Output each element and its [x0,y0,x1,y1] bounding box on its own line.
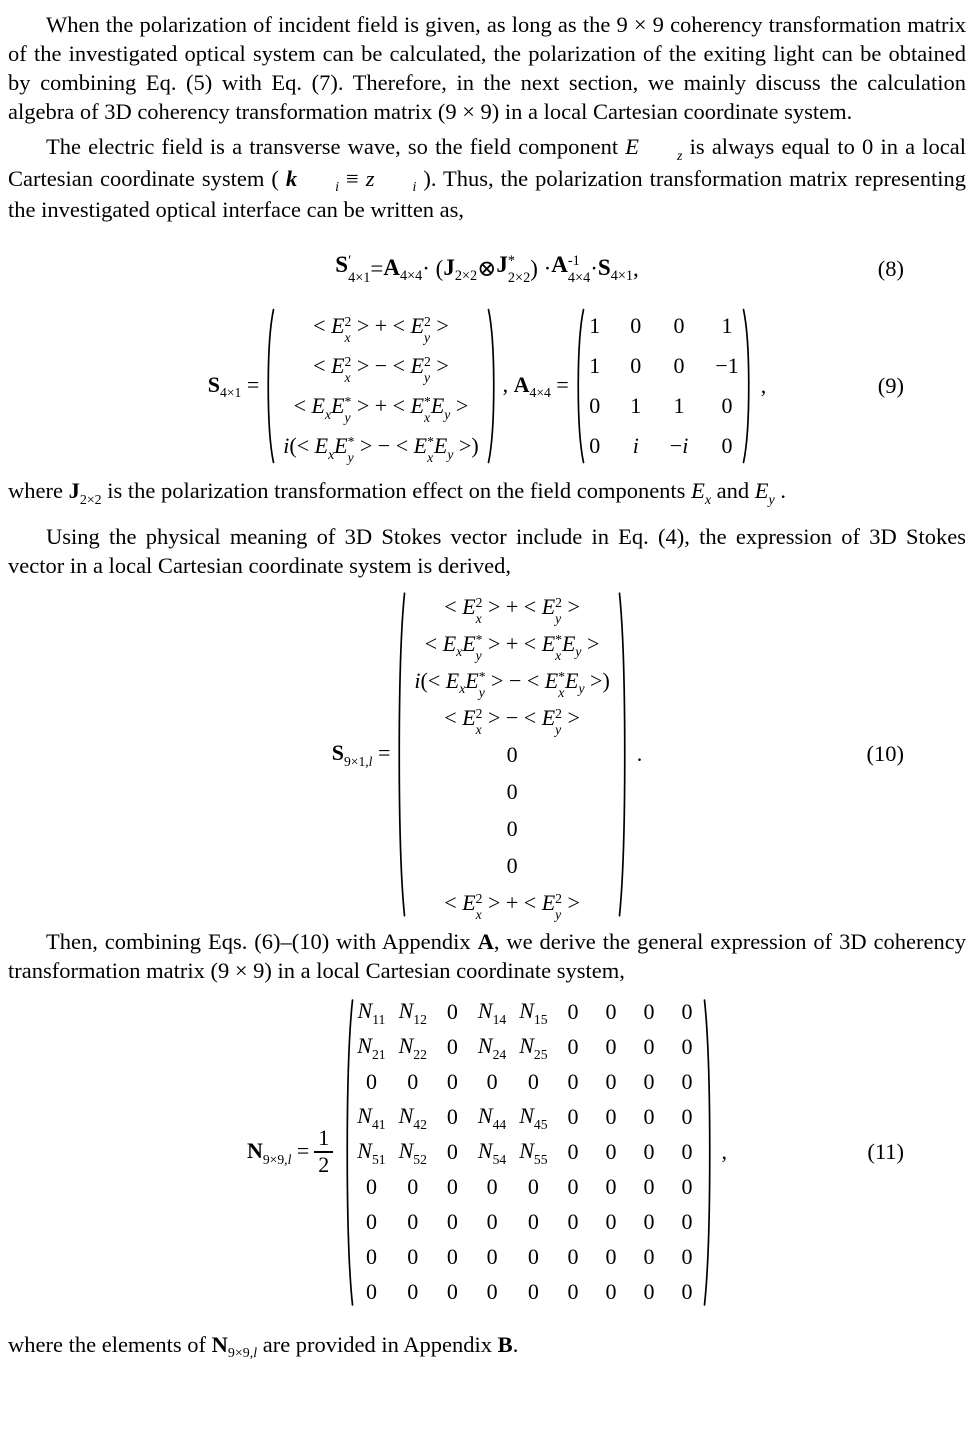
matrix-cell: N45 [519,1103,548,1132]
matrix-cell: 1 [721,313,733,339]
vector-row: 0 [506,778,518,804]
paragraph-then-combining: Then, combining Eqs. (6)–(10) with Appendix A, we derive the general expression of 3D coherency transformation matrix (9 × 9) in a local Cartesian coordinate system, [8,928,966,983]
matrix-cell: 0 [486,1279,498,1305]
matrix-n-9x9 [341,995,715,1310]
matrix-cell: 0 [527,1174,539,1200]
stokes-vector-9x1 [393,588,630,921]
matrix-cell: 0 [673,313,685,339]
vector-row: 0 [506,852,518,878]
matrix-cell: 0 [446,1174,458,1200]
matrix-cell: 0 [589,393,601,419]
matrix-cell: 0 [527,1279,539,1305]
matrix-cell: N55 [519,1138,548,1167]
matrix-cell: 0 [567,1104,579,1130]
matrix-cell: 0 [643,1174,655,1200]
matrix-cell: N11 [357,998,386,1027]
vector-row: < E 2 x > + < E 2 y > [444,889,580,922]
vector-row: i(< ExE * y > − < E * x Ey >) [283,433,479,466]
fraction-denominator: 2 [314,1151,333,1178]
vector-row: < ExE * y > + < E * x Ey > [424,630,600,663]
left-paren-icon [342,997,354,1308]
matrix-cell: N42 [398,1103,427,1132]
matrix-cell: 0 [407,1069,419,1095]
matrix-cell: 0 [605,1279,617,1305]
equation-10-number: (10) [866,741,904,767]
matrix-cell: 0 [643,1279,655,1305]
matrix-cell: 0 [567,1174,579,1200]
matrix-cell: 0 [365,1244,377,1270]
vector-row: < E 2 x > − < E 2 y > [313,353,449,386]
matrix-cell: 0 [486,1244,498,1270]
equation-8 [8,240,966,298]
matrix-cell: 0 [681,1034,693,1060]
matrix-cell: N54 [477,1138,507,1167]
matrix-a-4x4 [572,306,755,466]
matrix-cell: 0 [446,999,458,1025]
equation-8-number: (8) [877,256,904,282]
matrix-cell: 0 [365,1069,377,1095]
matrix-cell: 0 [643,1209,655,1235]
equation-11 [8,995,966,1310]
matrix-cell: N41 [357,1103,386,1132]
matrix-cell: 0 [527,1209,539,1235]
matrix-cell: 0 [681,1174,693,1200]
matrix-cell: 0 [567,1279,579,1305]
paragraph-intro: When the polarization of incident field is given, as long as the 9 × 9 coherency transformation matrix of the investigated optical system can be calculated, the polarization of the exiting light can be obtained by combining Eq. (5) with Eq. (7). Therefore, in the next section, we mainly discuss the calculation algebra of 3D coherency transformation matrix (9 × 9) in a local Cartesian coordinate system. [8,12,966,124]
matrix-cell: 0 [486,1209,498,1235]
matrix-cell: 0 [605,1209,617,1235]
matrix-cell: − i [669,433,689,459]
matrix-cell: N12 [398,998,427,1027]
matrix-cell: 0 [407,1209,419,1235]
matrix-cell: N21 [357,1033,386,1062]
matrix-cell: 0 [630,353,642,379]
matrix-cell: 0 [446,1279,458,1305]
equation-11-lhs: N9×9,l = [246,1138,310,1167]
vector-row: < E 2 x > + < E 2 y > [444,593,580,626]
equation-11-number: (11) [867,1139,904,1165]
left-paren-icon [263,308,275,464]
right-paren-icon [742,308,754,464]
matrix-cell: 0 [681,1279,693,1305]
matrix-cell: 0 [567,1139,579,1165]
matrix-cell: 0 [446,1244,458,1270]
vector-row: i(< ExE * y > − < E * x Ey >) [414,667,610,700]
matrix-cell: 0 [605,1069,617,1095]
paragraph-where-j: where J2×2 is the polarization transformation effect on the field components Ex and Ey . [8,478,786,508]
matrix-cell: 0 [605,1139,617,1165]
matrix-cell: 0 [589,433,601,459]
matrix-cell: 0 [721,393,733,419]
paragraph-transverse-wave: The electric field is a transverse wave, so the field component E z is always equal to 0 in a local Cartesian coordinate system ( k i ≡ z i ). Thus, the polarization transformation matrix representing the investigated optical interface can be written as, [8,134,966,223]
matrix-cell: N24 [477,1033,507,1062]
vector-row: 0 [506,741,518,767]
matrix-cell: 0 [681,999,693,1025]
matrix-cell: 0 [365,1174,377,1200]
matrix-cell: 0 [407,1244,419,1270]
matrix-cell: 0 [605,999,617,1025]
matrix-cell: 0 [721,433,733,459]
matrix-cell: 0 [605,1174,617,1200]
matrix-cell: 0 [567,1069,579,1095]
matrix-cell: 1 [630,393,642,419]
matrix-cell: 0 [365,1279,377,1305]
matrix-cell: 0 [681,1209,693,1235]
matrix-cell: 1 [589,353,601,379]
paragraph-appendix-b: where the elements of N9×9,l are provided in Appendix B. [8,1331,519,1362]
matrix-cell: 0 [630,313,642,339]
matrix-cell: 0 [446,1034,458,1060]
stokes-vector-4x1 [262,306,499,466]
matrix-cell: 0 [605,1244,617,1270]
matrix-cell: 0 [643,1244,655,1270]
matrix-cell: i [632,433,639,459]
equation-9 [8,306,966,466]
matrix-cell: 0 [365,1209,377,1235]
matrix-cell: N51 [357,1138,386,1167]
right-paren-icon [703,997,715,1308]
matrix-cell: 0 [681,1104,693,1130]
matrix-cell: 0 [643,999,655,1025]
matrix-cell: 0 [407,1279,419,1305]
matrix-cell: 1 [673,393,685,419]
matrix-cell: N52 [398,1138,427,1167]
matrix-cell: N15 [519,998,548,1027]
right-paren-icon [487,308,499,464]
matrix-cell: 0 [605,1104,617,1130]
one-half-fraction [314,1126,333,1177]
left-paren-icon [394,590,406,919]
matrix-cell: 0 [486,1174,498,1200]
matrix-cell: N14 [477,998,507,1027]
matrix-cell: 0 [643,1069,655,1095]
matrix-cell: N22 [398,1033,427,1062]
matrix-cell: 0 [673,353,685,379]
matrix-cell: 0 [567,1244,579,1270]
equation-10-punctuation: . [636,741,643,767]
equation-9-mid: , A4×4 = [502,372,569,401]
paragraph-using-stokes: Using the physical meaning of 3D Stokes vector include in Eq. (4), the expression of 3D Stokes vector in a local Cartesian coordinate system is derived, [8,523,966,578]
matrix-cell: 0 [527,1244,539,1270]
matrix-cell: 0 [681,1244,693,1270]
matrix-cell: 0 [605,1034,617,1060]
vector-row: < E 2 x > − < E 2 y > [444,704,580,737]
equation-10-lhs: S9×1,l = [331,740,391,769]
matrix-cell: 0 [681,1069,693,1095]
vector-row: < ExE * y > + < E * x Ey > [293,393,469,426]
equation-11-punctuation: , [721,1139,728,1165]
matrix-cell: N25 [519,1033,548,1062]
matrix-cell: 1 [589,313,601,339]
matrix-cell: 0 [446,1069,458,1095]
matrix-cell: 0 [446,1139,458,1165]
equation-9-lhs: S4×1 = [207,372,260,401]
vector-row: 0 [506,815,518,841]
matrix-cell: 0 [527,1069,539,1095]
matrix-cell: 0 [567,1034,579,1060]
matrix-cell: 0 [407,1174,419,1200]
equation-8-expression: S ′ 4×1 = A4×4 · ( J2×2 ⊗ J * 2×2 ) · A -1 4×4 · S4×1 , [335,252,639,287]
matrix-cell: 0 [643,1034,655,1060]
matrix-cell: 0 [567,1209,579,1235]
matrix-cell: N44 [477,1103,507,1132]
matrix-cell: 0 [567,999,579,1025]
right-paren-icon [618,590,630,919]
matrix-cell: 0 [486,1069,498,1095]
matrix-cell: 0 [681,1139,693,1165]
matrix-cell: −1 [715,353,739,379]
matrix-cell: 0 [446,1104,458,1130]
equation-9-punctuation: , [760,373,767,399]
matrix-cell: 0 [643,1139,655,1165]
equation-9-number: (9) [877,373,904,399]
left-paren-icon [573,308,585,464]
matrix-cell: 0 [446,1209,458,1235]
vector-row: < E 2 x > + < E 2 y > [313,313,449,346]
matrix-cell: 0 [643,1104,655,1130]
equation-10 [8,588,966,921]
fraction-numerator: 1 [318,1125,330,1151]
